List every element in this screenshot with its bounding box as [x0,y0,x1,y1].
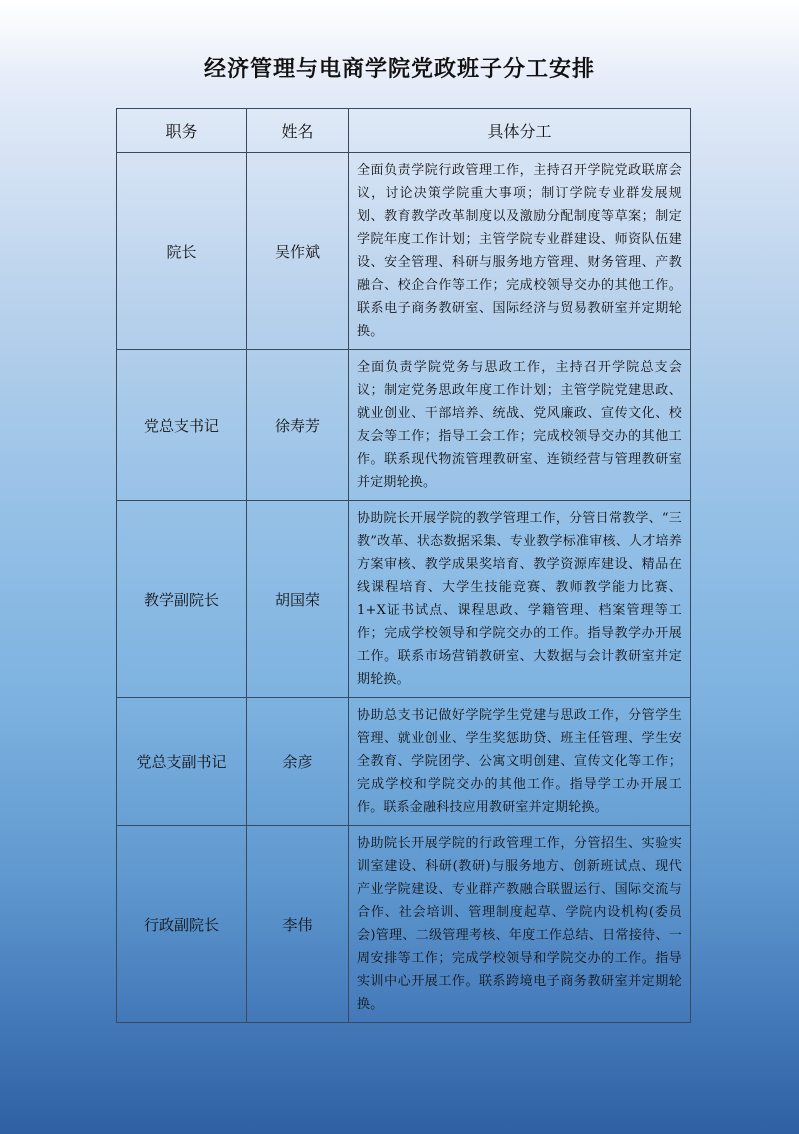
position-cell: 教学副院长 [117,501,247,698]
name-cell: 胡国荣 [247,501,349,698]
duties-cell: 全面负责学院行政管理工作，主持召开学院党政联席会议，讨论决策学院重大事项；制订学院专业群发展规划、教育教学改革制度以及激励分配制度等草案；制定学院年度工作计划；主管学院专业群建设、师资队伍建设、安全管理、科研与服务地方管理、财务管理、产教融合、校企合作等工作；完成校领导交办的其他工作。联系电子商务教研室、国际经济与贸易教研室并定期轮换。 [349,153,691,350]
name-cell: 李伟 [247,826,349,1023]
name-cell: 余彦 [247,698,349,826]
page-title: 经济管理与电商学院党政班子分工安排 [203,56,595,82]
header-name: 姓名 [247,109,349,153]
table-row [117,698,691,826]
position-cell: 党总支副书记 [117,698,247,826]
name-cell: 吴作斌 [247,153,349,350]
duties-cell: 协助院长开展学院的行政管理工作，分管招生、实验实训室建设、科研(教研)与服务地方、创新班试点、现代产业学院建设、专业群产教融合联盟运行、国际交流与合作、社会培训、管理制度起草、学院内设机构(委员会)管理、二级管理考核、年度工作总结、日常接待、一周安排等工作；完成学校领导和学院交办的工作。指导实训中心开展工作。联系跨境电子商务教研室并定期轮换。 [349,826,691,1023]
position-cell: 院长 [117,153,247,350]
header-position: 职务 [117,109,247,153]
name-cell: 徐寿芳 [247,350,349,501]
table-row [117,501,691,698]
duty-assignment-table [116,108,691,1023]
duties-cell: 全面负责学院党务与思政工作，主持召开学院总支会议；制定党务思政年度工作计划；主管学院党建思政、就业创业、干部培养、统战、党风廉政、宣传文化、校友会等工作；指导工会工作；完成校领导交办的其他工作。联系现代物流管理教研室、连锁经营与管理教研室并定期轮换。 [349,350,691,501]
table-row [117,153,691,350]
table-row [117,826,691,1023]
duties-cell: 协助院长开展学院的教学管理工作，分管日常教学、“三教”改革、状态数据采集、专业教学标准审核、人才培养方案审核、教学成果奖培育、教学资源库建设、精品在线课程培育、大学生技能竞赛、教师教学能力比赛、1+X证书试点、课程思政、学籍管理、档案管理等工作；完成学校领导和学院交办的工作。指导教学办开展工作。联系市场营销教研室、大数据与会计教研室并定期轮换。 [349,501,691,698]
table-row [117,350,691,501]
duties-cell: 协助总支书记做好学院学生党建与思政工作，分管学生管理、就业创业、学生奖惩助贷、班主任管理、学生安全教育、学院团学、公寓文明创建、宣传文化等工作；完成学校和学院交办的其他工作。指导学工办开展工作。联系金融科技应用教研室并定期轮换。 [349,698,691,826]
header-duties: 具体分工 [349,109,691,153]
position-cell: 党总支书记 [117,350,247,501]
table-header-row [117,109,691,153]
position-cell: 行政副院长 [117,826,247,1023]
